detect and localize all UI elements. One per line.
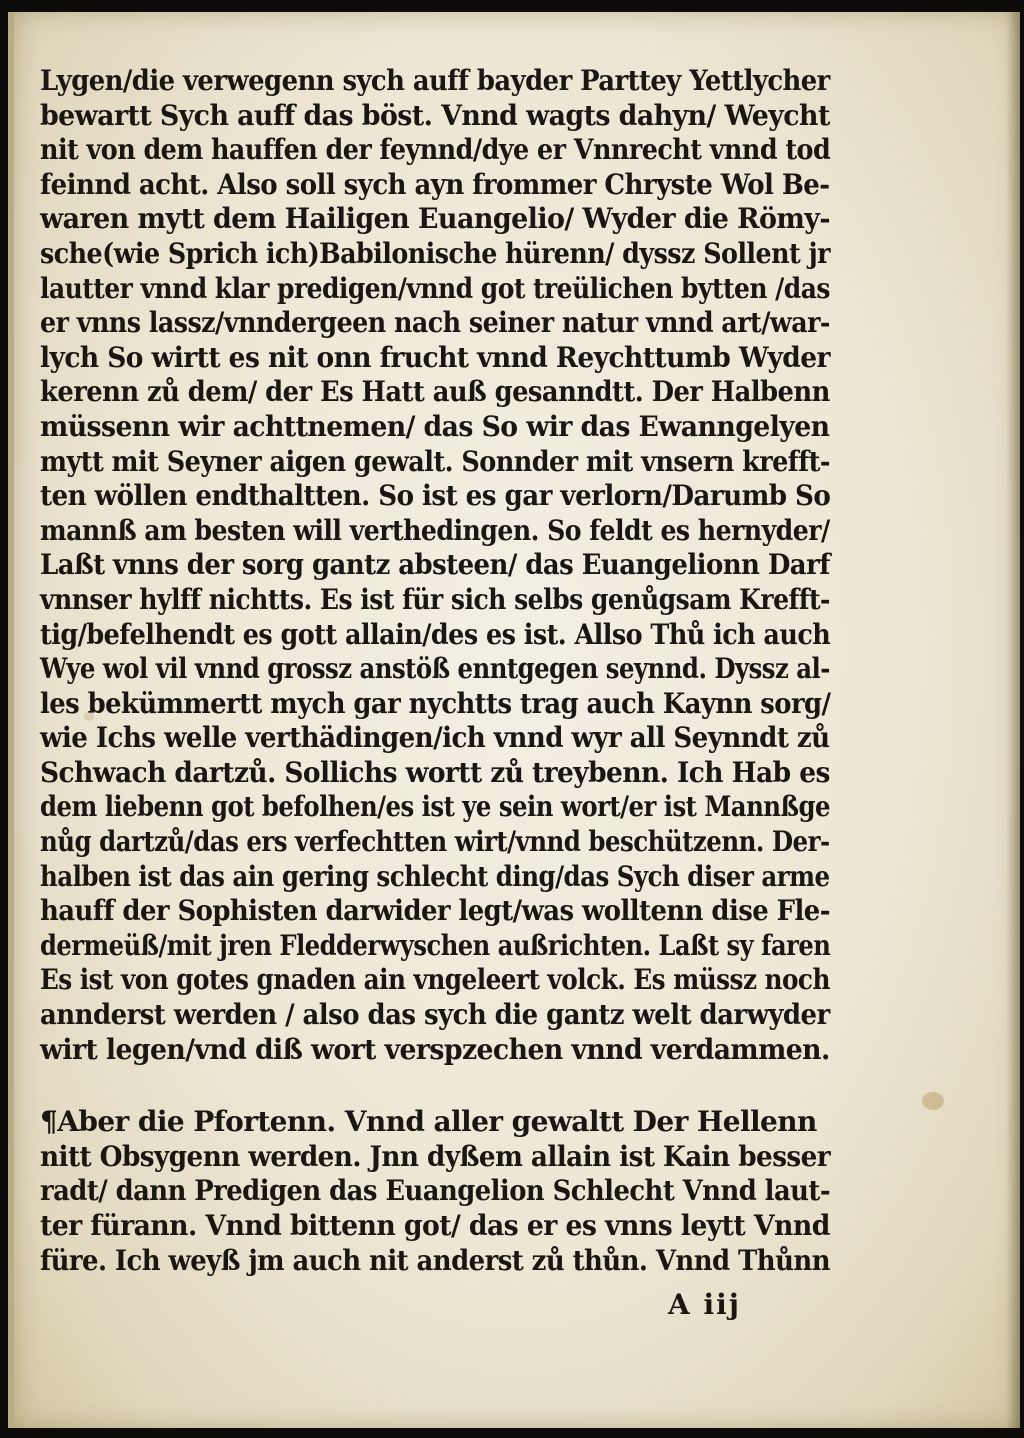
text-line: müssenn wir achttnemen/ das So wir das Ewanngelyen [40, 409, 830, 443]
text-line: mytt mit Seyner aigen gewalt. Sonnder mit vnsern krefft- [40, 444, 830, 478]
text-line: annderst werden / also das sych die gantz welt darwyder [40, 998, 830, 1032]
paragraph-gap [40, 1067, 830, 1105]
text-line: nůg dartzů/das ers verfechtten wirt/vnnd beschützenn. Der- [40, 825, 830, 859]
text-line: ten wöllen endthaltten. So ist es gar verlorn/Darumb So [40, 479, 831, 513]
text-line: vnnser hylff nichtts. Es ist für sich selbs genůgsam Krefft- [40, 582, 830, 616]
text-line: les bekümmertt mych gar nychtts trag auch Kaynn sorg/ [40, 686, 831, 720]
text-line: er vnns lassz/vnndergeen nach seiner natur vnnd art/war- [40, 306, 830, 340]
text-line [40, 1105, 830, 1140]
text-line: tig/befelhendt es gott allain/des es ist. Allso Thů ich auch [40, 617, 831, 651]
text-line: sche(wie Sprich ich)Babilonische hürenn/ dyssz Sollent jr [40, 236, 830, 270]
text-line: wirt legen/vnd diß wort verspzechen vnnd verdammen. [40, 1032, 830, 1066]
text-line: halben ist das ain gering schlecht ding/das Sych diser arme [40, 859, 830, 893]
text-line: radt/ dann Predigen das Euangelion Schlecht Vnnd laut- [40, 1174, 831, 1208]
paragraph-1 [40, 64, 830, 1067]
text-line: Schwach dartzů. Sollichs wortt zů treybenn. Ich Hab es [40, 755, 830, 789]
paper-stain [922, 1092, 944, 1110]
text-line: Lygen/die verwegenn sych auff bayder Parttey Yettlycher [40, 64, 830, 97]
text-line: nitt Obsygenn werden. Jnn dyßem allain ist Kain besser [40, 1139, 831, 1173]
text-line: waren mytt dem Hailigen Euangelio/ Wyder die Römy- [40, 202, 830, 236]
text-line: dermeüß/mit jren Fledderwyschen außrichten. Laßt sy faren [40, 928, 831, 962]
text-line: hauff der Sophisten darwider legt/was wolltenn dise Fle- [40, 894, 830, 928]
text-line: bewartt Sych auff das böst. Vnnd wagts dahyn/ Weycht [40, 98, 830, 132]
text-line: mannß am besten will verthedingen. So feldt es hernyder/ [40, 513, 830, 547]
text-line: Laßt vnns der sorg gantz absteen/ das Euangelionn Darf [40, 548, 830, 582]
text-line: kerenn zů dem/ der Es Hatt auß gesanndtt. Der Halbenn [40, 375, 830, 409]
text-line: lautter vnnd klar predigen/vnnd got treülichen bytten /das [40, 271, 830, 305]
signature-mark: A iij [668, 1288, 741, 1321]
text-line: wie Ichs welle verthädingen/ich vnnd wyr all Seynndt zů [40, 721, 830, 755]
paragraph-2 [40, 1105, 830, 1278]
text-line: füre. Ich weyß jm auch nit anderst zů thůn. Vnnd Thůnn [40, 1243, 830, 1277]
text-line-content: Aber die Pfortenn. Vnnd aller gewaltt Der Hellenn [57, 1105, 817, 1139]
text-line: feinnd acht. Also soll sych ayn frommer Chryste Wol Be- [40, 167, 830, 201]
text-line: dem liebenn got befolhen/es ist ye sein wort/er ist Mannßge [40, 790, 830, 824]
page-edge-shadow [1006, 12, 1020, 1428]
text-line: Es ist von gotes gnaden ain vngeleert volck. Es müssz noch [40, 963, 830, 997]
pilcrow-mark: ¶ [40, 1105, 58, 1139]
text-line: Wye wol vil vnnd grossz anstöß enntgegen seynnd. Dyssz al- [40, 652, 830, 686]
text-line: nit von dem hauffen der feynnd/dye er Vnnrecht vnnd tod [40, 133, 831, 167]
page-text [40, 64, 830, 1278]
text-line: ter fürann. Vnnd bittenn got/ das er es vnns leytt Vnnd [40, 1209, 830, 1242]
text-line: lych So wirtt es nit onn frucht vnnd Reychttumb Wyder [40, 340, 830, 374]
